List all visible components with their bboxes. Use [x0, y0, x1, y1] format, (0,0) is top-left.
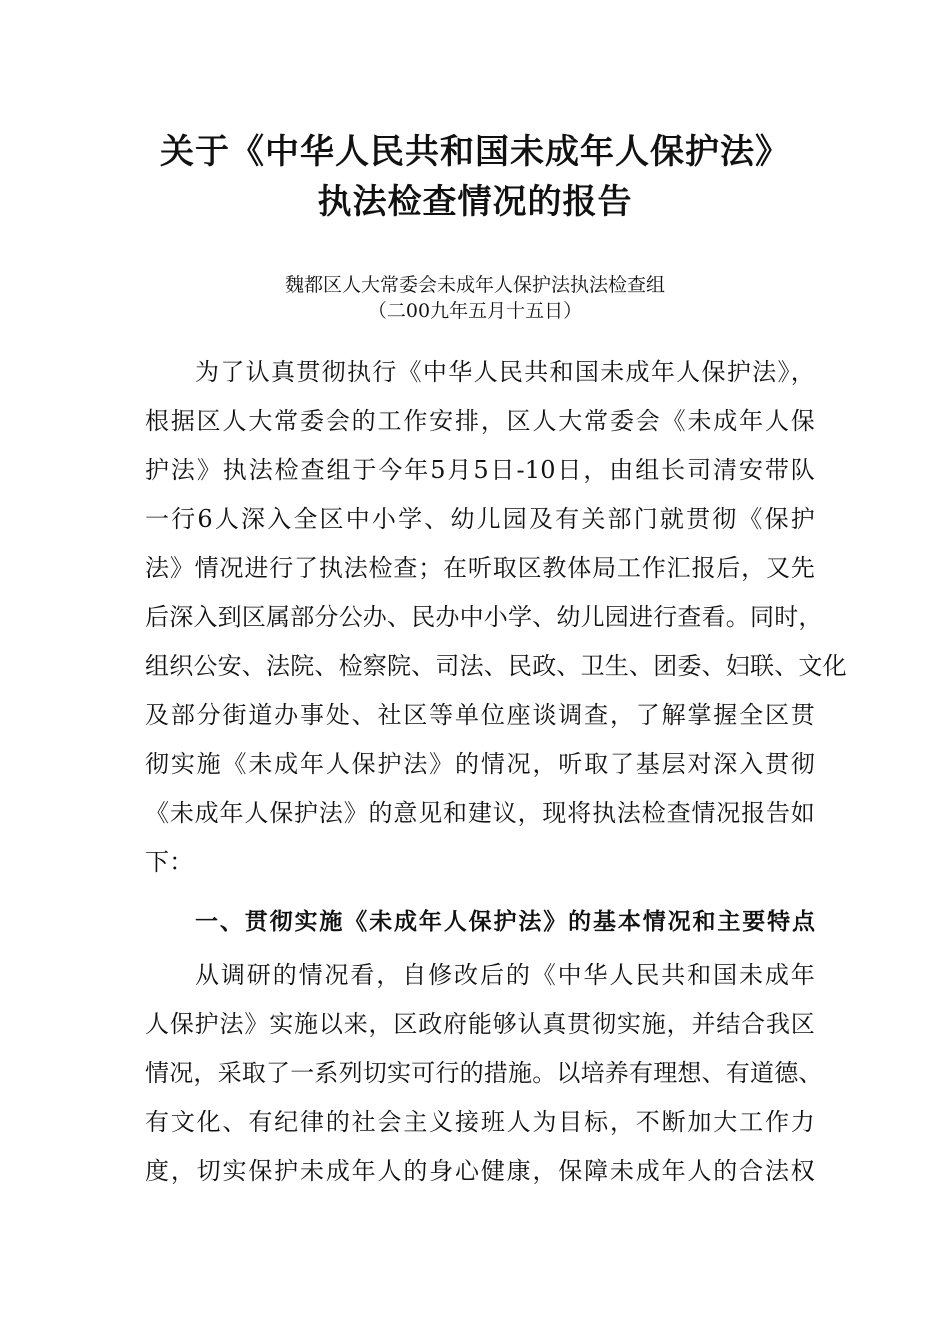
paragraph-1-line: 彻实施《未成年人保护法》的情况，听取了基层对深入贯彻: [145, 750, 815, 778]
paragraph-1-line: 下：: [145, 848, 194, 876]
paragraph-2-line: 人保护法》实施以来，区政府能够认真贯彻实施，并结合我区: [145, 1010, 815, 1038]
paragraph-2-line: 情况，采取了一系列切实可行的措施。以培养有理想、有道德、: [145, 1059, 823, 1087]
paragraph-2-line: 有文化、有纪律的社会主义接班人为目标，不断加大工作力: [145, 1108, 815, 1136]
paragraph-1-line: 组织公安、法院、检察院、司法、民政、卫生、团委、妇联、文化: [145, 652, 847, 680]
author-line: 魏都区人大常委会未成年人保护法执法检查组: [284, 274, 665, 296]
paragraph-1-line: 一行6人深入全区中小学、幼儿园及有关部门就贯彻《保护: [145, 505, 815, 533]
paragraph-1-line: 后深入到区属部分公办、民办中小学、幼儿园进行查看。同时，: [145, 603, 823, 631]
paragraph-1-line: 及部分街道办事处、社区等单位座谈调查，了解掌握全区贯: [145, 701, 815, 729]
paragraph-2-line: 从调研的情况看，自修改后的《中华人民共和国未成年: [195, 961, 815, 989]
paragraph-1-line: 法》情况进行了执法检查；在听取区教体局工作汇报后，又先: [145, 554, 815, 582]
paragraph-1-line: 根据区人大常委会的工作安排，区人大常委会《未成年人保: [145, 407, 815, 435]
date-line: （二00九年五月十五日）: [367, 300, 583, 322]
section-heading: 一、贯彻实施《未成年人保护法》的基本情况和主要特点: [195, 909, 815, 935]
document-title-line-2: 执法检查情况的报告: [317, 182, 633, 222]
paragraph-1-line: 护法》执法检查组于今年5月5日-10日，由组长司清安带队: [145, 456, 815, 484]
paragraph-1-line: 《未成年人保护法》的意见和建议，现将执法检查情况报告如: [145, 799, 815, 827]
paragraph-2-line: 度，切实保护未成年人的身心健康，保障未成年人的合法权: [145, 1157, 815, 1185]
document-title-line-1: 关于《中华人民共和国未成年人保护法》: [160, 132, 790, 172]
paragraph-1-line: 为了认真贯彻执行《中华人民共和国未成年人保护法》，: [195, 358, 815, 386]
